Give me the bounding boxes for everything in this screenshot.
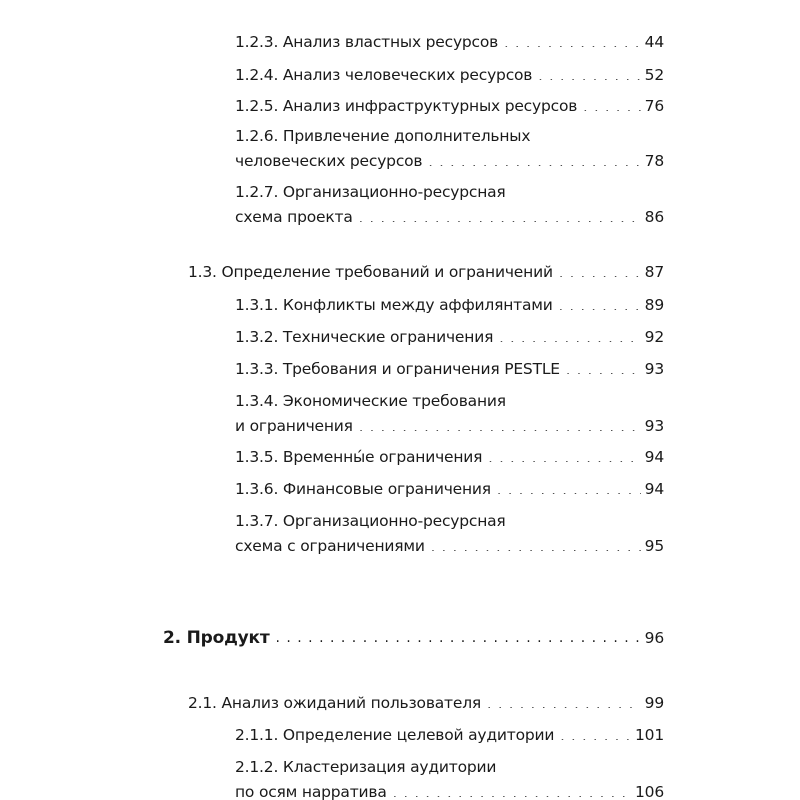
toc-entry[interactable] [235,124,664,174]
toc-entry-title-cont: человеческих ресурсов [235,152,423,170]
toc-entry-title: 1.3. Определение требований и ограничений [188,263,553,281]
toc-page-number: 95 [644,537,664,555]
dot-leader [393,782,631,798]
toc-page-number: 86 [644,208,664,226]
toc-page-number: 92 [644,328,664,346]
toc-entry[interactable] [235,293,664,318]
dot-leader [559,295,641,311]
toc-page-number: 94 [644,480,664,498]
toc-page-number: 101 [635,726,664,744]
dot-leader [566,359,641,375]
toc-entry-title-cont: схема с ограничениями [235,537,425,555]
toc-page-number: 44 [644,33,664,51]
toc-entry-title: 1.3.5. Временны́е ограничения [235,448,483,466]
toc-entry[interactable] [235,357,664,382]
toc-page-number: 76 [644,97,664,115]
toc-page-number: 94 [644,448,664,466]
toc-page-number: 96 [644,629,664,647]
toc-page-number: 52 [644,66,664,84]
toc-chapter-entry[interactable] [163,626,664,651]
toc-entry-title: 1.2.7. Организационно-ресурсная [235,183,506,201]
toc-entry[interactable] [235,755,664,800]
dot-leader [359,207,641,223]
dot-leader [428,151,640,167]
toc-entry[interactable] [235,477,664,502]
toc-entry-title: 1.3.1. Конфликты между аффилянтами [235,296,553,314]
toc-entry[interactable] [235,325,664,350]
toc-entry[interactable] [235,180,664,230]
toc-entry[interactable] [235,30,664,55]
toc-entry-title: 2.1. Анализ ожиданий пользователя [188,694,482,712]
dot-leader [359,416,641,432]
toc-entry-title: 2.1.2. Кластеризация аудитории [235,758,497,776]
dot-leader [559,262,641,278]
toc-entry-title: 1.2.4. Анализ человеческих ресурсов [235,66,533,84]
toc-entry-title: 1.3.6. Финансовые ограничения [235,480,491,498]
dot-leader [488,447,640,463]
toc-entry[interactable] [235,63,664,88]
dot-leader [560,725,631,741]
toc-entry[interactable] [235,723,664,748]
toc-page-number: 93 [644,360,664,378]
dot-leader [275,626,640,643]
dot-leader [497,479,641,495]
toc-chapter-title: 2. Продукт [163,628,270,648]
dot-leader [583,96,641,112]
dot-leader [504,32,641,48]
toc-entry-title: 1.2.5. Анализ инфраструктурных ресурсов [235,97,578,115]
dot-leader [499,327,640,343]
toc-page-number: 78 [644,152,664,170]
toc-page-number: 93 [644,417,664,435]
toc-page-number: 106 [635,783,664,800]
toc-entry-title: 1.3.7. Организационно-ресурсная [235,512,506,530]
toc-entry-title: 1.2.6. Привлечение дополнительных [235,127,531,145]
dot-leader [538,65,640,81]
toc-entry[interactable] [235,509,664,559]
dot-leader [487,693,641,709]
toc-entry-title: 1.2.3. Анализ властных ресурсов [235,33,499,51]
toc-entry-title-cont: схема проекта [235,208,353,226]
toc-entry[interactable] [235,389,664,439]
toc-entry[interactable] [188,260,664,285]
toc-entry[interactable] [188,691,664,716]
toc-entry[interactable] [235,445,664,470]
toc-entry-title: 1.3.2. Технические ограничения [235,328,494,346]
toc-entry-title: 1.3.3. Требования и ограничения PESTLE [235,360,560,378]
toc-page-number: 87 [644,263,664,281]
toc-entry[interactable] [235,94,664,119]
toc-entry-title: 1.3.4. Экономические требования [235,392,506,410]
toc-entry-title-cont: по осям нарратива [235,783,387,800]
dot-leader [431,536,641,552]
toc-entry-title: 2.1.1. Определение целевой аудитории [235,726,555,744]
toc-page-number: 99 [644,694,664,712]
toc-entry-title-cont: и ограничения [235,417,353,435]
toc-page-number: 89 [644,296,664,314]
